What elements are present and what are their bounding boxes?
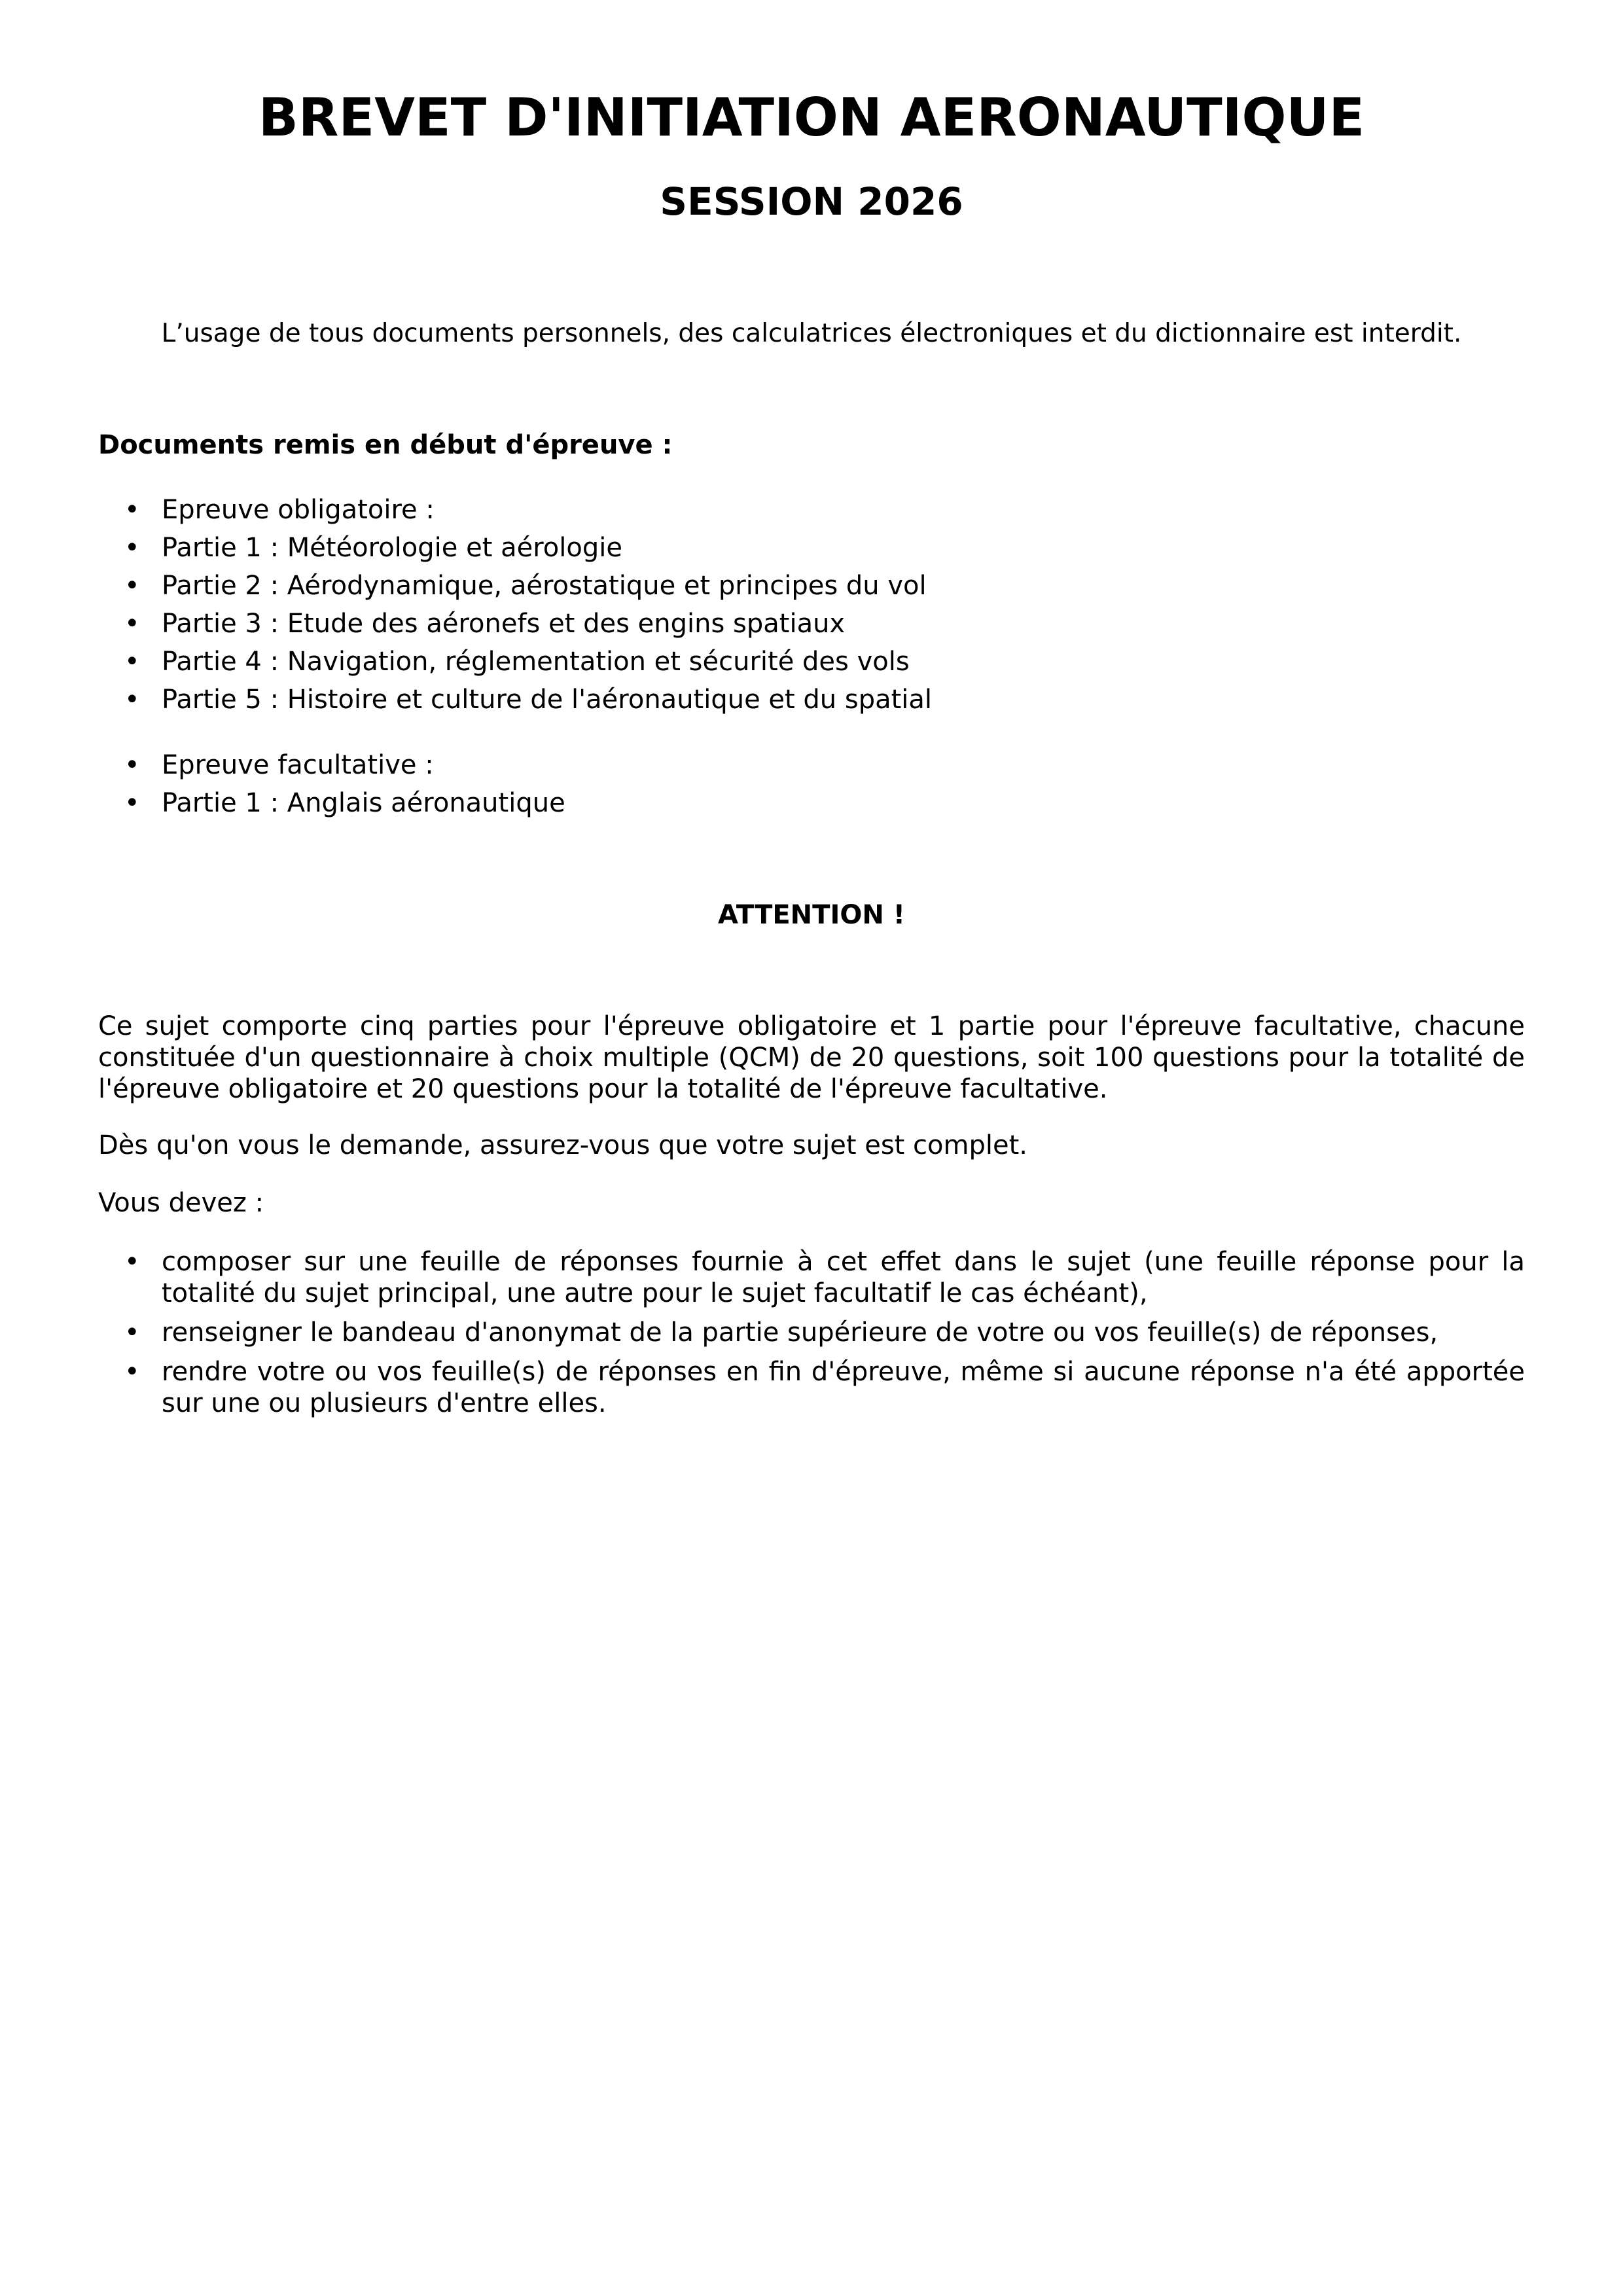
list-item-label: rendre votre ou vos feuille(s) de réponses en fin d'épreuve, même si aucune réponse n'a été apportée sur une ou plusieurs d'entre elles. (162, 1357, 1525, 1418)
bullet-icon: • (124, 571, 140, 601)
list-item-label: Partie 2 : Aérodynamique, aérostatique et principes du vol (162, 571, 927, 601)
list-item (98, 567, 1538, 605)
bullet-icon: • (124, 1247, 140, 1277)
list-item-label: composer sur une feuille de réponses fournie à cet effet dans le sujet (une feuille réponse pour la totalité du sujet principal, une autre pour le sujet facultatif le cas échéant), (162, 1247, 1525, 1308)
list-item-label: renseigner le bandeau d'anonymat de la partie supérieure de votre ou vos feuille(s) de réponses, (162, 1318, 1438, 1348)
intro-paragraph: Ce sujet comporte cinq parties pour l'épreuve obligatoire et 1 partie pour l'épreuve facultative, chacune constituée d'un questionnaire à choix multiple (QCM) de 20 questions, soit 100 questions pour la totalité de l'épreuve obligatoire et 20 questions pour la totalité de l'épreuve facultative. (98, 1011, 1525, 1104)
list-item-label: Epreuve obligatoire : (162, 495, 435, 525)
devez-paragraph: Vous devez : (98, 1188, 264, 1218)
list-item-label: Partie 1 : Anglais aéronautique (162, 788, 565, 818)
list-item-label: Partie 4 : Navigation, réglementation et sécurité des vols (162, 647, 910, 677)
bullet-icon: • (124, 647, 140, 677)
attention-heading: ATTENTION ! (718, 900, 905, 930)
list-item-label: Partie 3 : Etude des aéronefs et des engins spatiaux (162, 609, 846, 639)
list-item (98, 1246, 1525, 1309)
bullet-icon: • (124, 685, 140, 715)
list-item-label: Partie 5 : Histoire et culture de l'aéronautique et du spatial (162, 685, 933, 715)
list-item (98, 529, 1538, 567)
bullet-icon: • (124, 1357, 140, 1387)
list-item (98, 643, 1538, 681)
page-title: BREVET D'INITIATION AERONAUTIQUE (258, 87, 1365, 148)
list-item-label: Partie 1 : Météorologie et aérologie (162, 533, 622, 563)
bullet-icon: • (124, 495, 140, 525)
list-item (98, 746, 1538, 784)
list-item-label: Epreuve facultative : (162, 750, 434, 780)
obligatoire-list (98, 491, 1538, 719)
list-item (98, 681, 1538, 719)
list-item (98, 491, 1538, 529)
bullet-icon: • (124, 750, 140, 780)
complete-paragraph: Dès qu'on vous le demande, assurez-vous que votre sujet est complet. (98, 1130, 1027, 1160)
bullet-icon: • (124, 609, 140, 639)
instructions-list (98, 1246, 1525, 1427)
usage-notice: L’usage de tous documents personnels, des calculatrices électroniques et du dictionnaire est interdit. (161, 319, 1462, 348)
session-heading: SESSION 2026 (660, 179, 963, 224)
bullet-icon: • (124, 1318, 140, 1348)
bullet-icon: • (124, 788, 140, 818)
list-item (98, 784, 1538, 822)
bullet-icon: • (124, 533, 140, 563)
documents-heading: Documents remis en début d'épreuve : (98, 430, 673, 460)
list-item (98, 1317, 1525, 1348)
list-item (98, 605, 1538, 643)
facultative-list (98, 746, 1538, 822)
list-item (98, 1356, 1525, 1419)
